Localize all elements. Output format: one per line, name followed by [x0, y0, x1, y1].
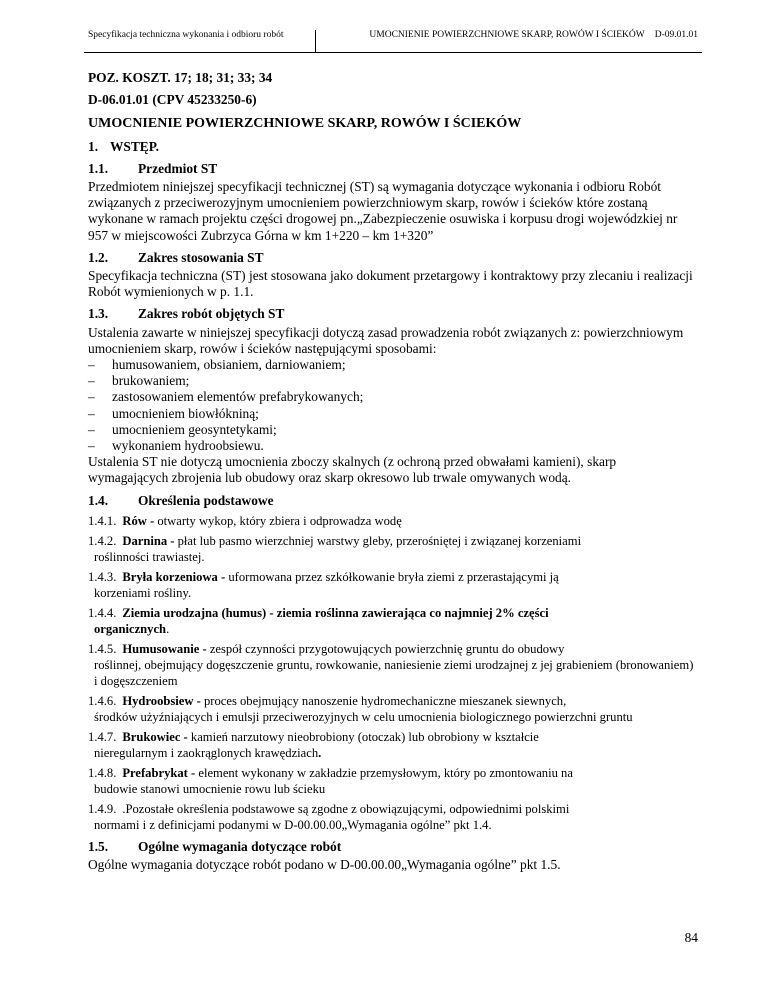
definition-term: Bryła korzeniowa - — [122, 569, 226, 584]
list-item — [88, 422, 698, 438]
list-item — [88, 389, 698, 405]
definition-number: 1.4.5. — [88, 641, 117, 656]
definition-row — [88, 513, 698, 529]
definition-row — [88, 533, 698, 565]
definition-text: kamień narzutowy nieobrobiony (otoczak) lub obrobiony w kształcie — [187, 729, 539, 744]
definition-number: 1.4.1. — [88, 513, 117, 528]
definition-term: Rów - — [122, 513, 155, 528]
list-item-text: humusowaniem, obsianiem, darniowaniem; — [112, 357, 346, 373]
section-title: Zakres robót objętych ST — [138, 306, 285, 322]
section-1-3-outro: Ustalenia ST nie dotyczą umocnienia zboczy skalnych (z ochroną przed obwałami kamieni), skarp wymagających zbrojenia lub obudowy oraz skarp okresowo lub trwale omywanych wodą. — [88, 454, 617, 486]
definition-continuation-tail: . — [166, 621, 170, 636]
definition-text: element wykonany w zakładzie przemysłowym, który po zmontowaniu na — [195, 765, 573, 780]
definition-number: 1.4.2. — [88, 533, 117, 548]
section-title: Zakres stosowania ST — [138, 249, 264, 265]
section-1-2-heading — [88, 250, 698, 266]
definition-continuation — [88, 621, 698, 637]
definition-row — [88, 641, 698, 689]
section-number: 1.1. — [88, 160, 109, 176]
definition-number: 1.4.9. — [88, 801, 117, 816]
definition-text: zespół czynności przygotowujących powierzchnię gruntu do obudowy — [206, 641, 565, 656]
definition-text: .Pozostałe określenia podstawowe są zgodne z obowiązującymi, odpowiednimi polskimi — [122, 801, 570, 816]
dash-bullet: – — [88, 373, 95, 389]
definition-number: 1.4.8. — [88, 765, 117, 780]
definition-row — [88, 801, 698, 833]
definition-text: otwarty wykop, który zbiera i odprowadza wodę — [154, 513, 402, 528]
header-code: D-09.01.01 — [654, 30, 698, 40]
method-list — [88, 357, 698, 454]
section-1-3-intro: Ustalenia zawarte w niniejszej specyfikacji dotyczą zasad prowadzenia robót związanych z: powierzchniowym umocnieniem skarp, rowów i ścieków następującymi sposobami: — [88, 324, 684, 356]
section-1-5-heading — [88, 839, 698, 855]
definition-number: 1.4.6. — [88, 693, 117, 708]
spec-code-title: D-06.01.01 (CPV 45233250-6) — [88, 92, 257, 108]
section-number: 1.5. — [88, 838, 109, 854]
definition-continuation: roślinności trawiastej. — [94, 549, 205, 564]
list-item — [88, 406, 698, 422]
section-number: 1.3. — [88, 306, 109, 322]
section-1-4-heading — [88, 493, 698, 509]
definition-term: Hydroobsiew - — [122, 693, 201, 708]
header-divider — [315, 30, 316, 52]
cost-items-title: POZ. KOSZT. 17; 18; 31; 33; 34 — [88, 70, 273, 85]
dash-bullet: – — [88, 421, 95, 437]
definition-continuation: środków użyźniających i emulsji przeciwerozyjnych w celu umocnienia biologicznego powierzchni gruntu — [94, 709, 633, 724]
section-number: 1.4. — [88, 492, 109, 508]
section-title: WSTĘP. — [110, 138, 159, 154]
definition-row — [88, 729, 698, 761]
list-item-text: umocnieniem geosyntetykami; — [112, 421, 277, 437]
section-1-2-text: Specyfikacja techniczna (ST) jest stosowana jako dokument przetargowy i kontraktowy przy zlecaniu i realizacji Robót wymienionych w p. 1.1. — [88, 268, 693, 300]
section-title: Określenia podstawowe — [138, 492, 274, 508]
section-1-heading — [88, 139, 698, 155]
definition-continuation — [88, 745, 698, 761]
definition-continuation: budowie stanowi umocnienie rowu lub ścieku — [94, 781, 326, 796]
section-title: Przedmiot ST — [138, 160, 218, 176]
page-number: 84 — [684, 930, 698, 945]
definition-text: płat lub pasmo wierzchniej warstwy gleby, przerośniętej i związanej korzeniami — [174, 533, 582, 548]
page-header — [88, 30, 698, 44]
section-number: 1. — [88, 138, 99, 154]
definition-row — [88, 569, 698, 601]
definition-number: 1.4.4. — [88, 605, 117, 620]
definition-text: uformowana przez szkółkowanie bryła ziemi z przerastającymi ją — [225, 569, 559, 584]
definition-term: Ziemia urodzajna (humus) - ziemia roślinna zawierająca co najmniej 2% części — [122, 605, 549, 620]
header-rule — [84, 52, 702, 53]
list-item-text: zastosowaniem elementów prefabrykowanych; — [112, 389, 364, 405]
section-title: Ogólne wymagania dotyczące robót — [138, 838, 342, 854]
definition-continuation-period: . — [318, 745, 322, 760]
dash-bullet: – — [88, 357, 95, 373]
definition-row — [88, 693, 698, 725]
section-number: 1.2. — [88, 249, 109, 265]
section-1-1-heading — [88, 161, 698, 177]
section-1-3-heading — [88, 306, 698, 322]
section-1-5-text: Ogólne wymagania dotyczące robót podano w D-00.00.00„Wymagania ogólne” pkt 1.5. — [88, 857, 561, 873]
definition-text: proces obejmujący nanoszenie hydromechaniczne mieszanek siewnych, — [200, 693, 567, 708]
header-right — [369, 30, 698, 40]
definition-continuation: roślinnej, obejmujący dogęszczenie gruntu, rowkowanie, naniesienie ziemi urodzajnej z jej grabieniem (bronowaniem) i dogęszczeniem — [94, 657, 694, 688]
definition-continuation: normami i z definicjami podanymi w D-00.00.00„Wymagania ogólne” pkt 1.4. — [94, 817, 492, 832]
list-item — [88, 438, 698, 454]
definition-continuation-text: nieregularnym i zaokrąglonych krawędziach — [94, 745, 319, 760]
list-item-text: umocnieniem biowłókniną; — [112, 405, 259, 421]
definition-row — [88, 765, 698, 797]
definition-number: 1.4.3. — [88, 569, 117, 584]
list-item-text: brukowaniem; — [112, 373, 190, 389]
header-title: UMOCNIENIE POWIERZCHNIOWE SKARP, ROWÓW I ŚCIEKÓW — [369, 30, 645, 40]
section-1-1-text: Przedmiotem niniejszej specyfikacji technicznej (ST) są wymagania dotyczące wykonania i odbioru Robót związanych z przeciwerozyjnym umocnieniem powierzchniowym skarp, rowów i ścieków które zostaną wykonane w ramach projektu części drogowej pn.„Zabezpieczenie osuwiska i korpusu drogi wojewódzkiej nr 957 w miejscowości Zubrzyca Górna w km 1+220 – km 1+320” — [88, 179, 678, 243]
definition-number: 1.4.7. — [88, 729, 117, 744]
list-item — [88, 357, 698, 373]
header-left: Specyfikacja techniczna wykonania i odbioru robót — [88, 30, 284, 40]
list-item-text: wykonaniem hydroobsiewu. — [112, 438, 264, 454]
definition-term: Prefabrykat - — [122, 765, 196, 780]
dash-bullet: – — [88, 438, 95, 454]
definition-continuation: korzeniami rośliny. — [94, 585, 192, 600]
definition-term: Brukowiec - — [122, 729, 188, 744]
main-title: UMOCNIENIE POWIERZCHNIOWE SKARP, ROWÓW I ŚCIEKÓW — [88, 116, 522, 132]
definition-row — [88, 605, 698, 637]
dash-bullet: – — [88, 405, 95, 421]
definition-term: Humusowanie - — [122, 641, 207, 656]
list-item — [88, 373, 698, 389]
definition-continuation-bold: organicznych — [94, 621, 167, 636]
document-body — [88, 64, 698, 873]
definition-term: Darnina - — [122, 533, 175, 548]
dash-bullet: – — [88, 389, 95, 405]
